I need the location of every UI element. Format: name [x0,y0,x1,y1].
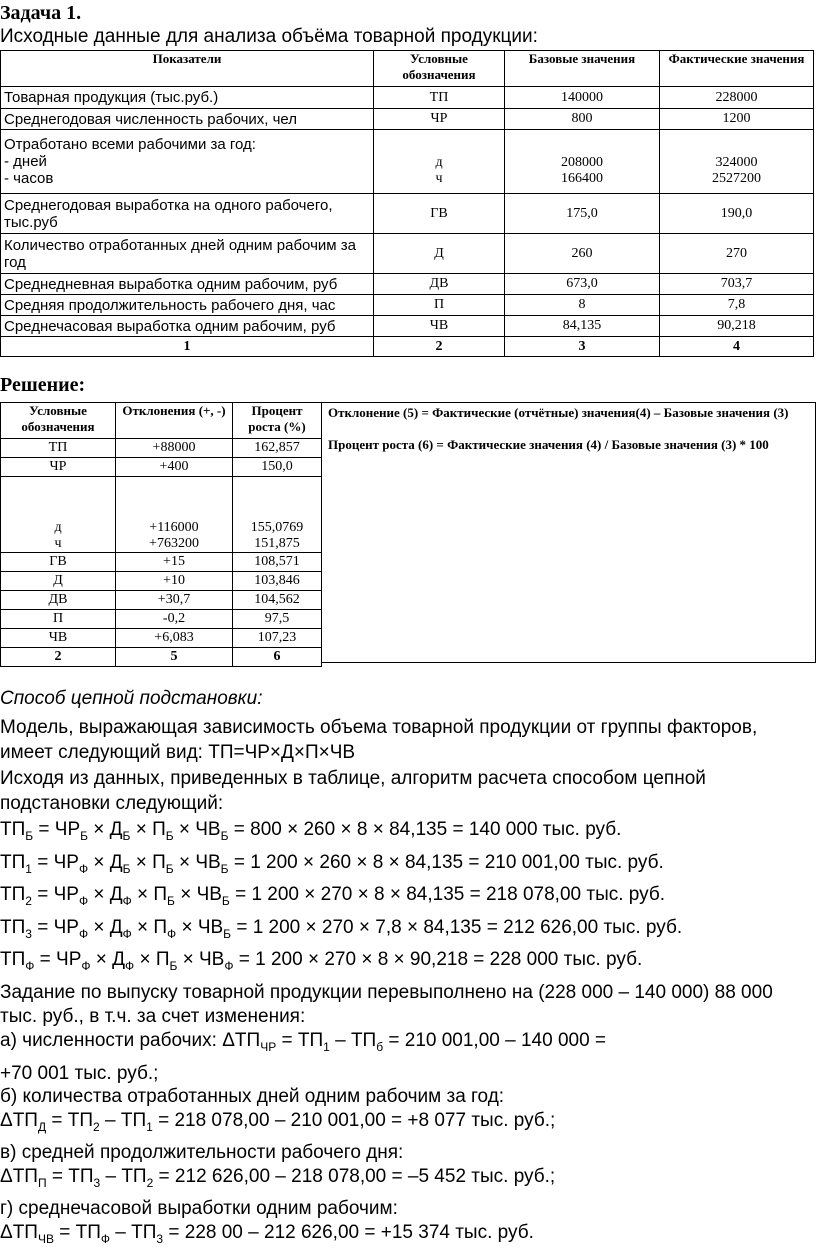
cell: 104,562 [233,591,322,610]
cell: 162,857 [233,439,322,458]
factor-a-label: а) численности рабочих: [0,1030,223,1051]
cell: 8 [505,295,660,316]
algo-text-line1: Исходя из данных, приведенных в таблице, алгоритм расчета способом цепной [0,768,706,789]
table-row [1,439,322,458]
table-row [1,610,322,629]
cell: 190,0 [660,194,814,234]
cell [116,477,233,553]
factor-c: $\Delta ТП_П = ТП_3 - ТП_2 = 212$ 626,00 – 218 078,00 = –5 452 тыс. руб.; [0,1166,556,1190]
factor-d: $\Delta ТП_{ЧВ} = ТП_Ф - ТП_3 = 228$ 00 – 212 626,00 = +15 374 тыс. руб. [0,1222,534,1246]
cell-line: 2527200 [712,170,761,186]
factor-b-label: б) количества отработанных дней одним рабочим за год: [0,1086,505,1107]
cell-line: 208000 [561,154,603,170]
table-row [1,477,322,553]
cell: 103,846 [233,572,322,591]
formula-notes [322,402,816,663]
cell-line: д [54,520,62,535]
cell-line: 324000 [715,154,758,170]
cell: Д [374,234,505,274]
cell: 270 [660,234,814,274]
equation-result: = 1 200 × 260 × 8 × 84,135 = 210 001,00 тыс. руб. [228,852,664,873]
cell [374,130,505,194]
row-sublabel: - дней [4,153,47,170]
cell: 1 [1,337,374,357]
cell: ДВ [374,274,505,295]
cell: Среднедневная выработка одним рабочим, руб [1,274,374,295]
cell-line: ч [435,170,443,186]
cell: +400 [116,458,233,477]
cell: 1200 [660,109,814,130]
cell: 6 [233,648,322,667]
table-row [1,629,322,648]
summary-line2: тыс. руб., в т.ч. за счет изменения: [0,1006,306,1027]
cell: Среднегодовая выработка на одного рабочего, тыс.руб [1,194,374,234]
cell: ТП [374,87,505,109]
table-row [1,316,814,337]
cell [660,130,814,194]
cell [233,477,322,553]
cell: 260 [505,234,660,274]
cell: 4 [660,337,814,357]
cell-line: 166400 [561,170,603,186]
cell: 108,571 [233,553,322,572]
cell-line: 151,875 [254,536,300,551]
equation-fact: $ТП_Ф = ЧР_Ф \times Д_Ф \times П_Б \times ЧВ_Ф = 1$ 200 × 270 × 8 × 90,218 = 228 000 тыс. руб. [0,949,643,973]
algo-text-line2: подстановки следующий: [0,793,224,814]
cell: 673,0 [505,274,660,295]
cell: ЧР [374,109,505,130]
table-row [1,553,322,572]
col-header: Условные обозначения [374,51,505,87]
cell: ТП [1,439,116,458]
cell: 2 [1,648,116,667]
cell: +10 [116,572,233,591]
cell: Среднегодовая численность рабочих, чел [1,109,374,130]
cell: Д [1,572,116,591]
factor-a-line2: +70 001 тыс. руб.; [0,1063,159,1084]
cell: Количество отработанных дней одним рабочим за год [1,234,374,274]
cell: П [1,610,116,629]
table-footer-row [1,337,814,357]
cell: 7,8 [660,295,814,316]
cell: 5 [116,648,233,667]
table-row [1,572,322,591]
table-row [1,234,814,274]
cell: 150,0 [233,458,322,477]
model-text-line1: Модель, выражающая зависимость объема товарной продукции от группы факторов, [0,717,758,738]
factor-d-label: г) среднечасовой выработки одним рабочим: [0,1198,398,1219]
cell: ГВ [374,194,505,234]
factor-a-result: = 210 001,00 – 140 000 = [383,1030,607,1051]
method-title: Способ цепной подстановки: [0,688,263,709]
col-header: Процент роста (%) [233,403,322,439]
equation-2: $ТП_2 = ЧР_Ф \times Д_Ф \times П_Б \times ЧВ_Б = 1$ 200 × 270 × 8 × 84,135 = 218 078,00 тыс. руб. [0,884,666,908]
cell [1,477,116,553]
cell: ЧВ [374,316,505,337]
cell: 703,7 [660,274,814,295]
equation-result: = 1 200 × 270 × 8 × 84,135 = 218 078,00 тыс. руб. [229,884,666,905]
cell: 175,0 [505,194,660,234]
col-header: Базовые значения [505,51,660,87]
cell: 107,23 [233,629,322,648]
deviation-table [0,402,322,667]
cell: ДВ [1,591,116,610]
cell: 3 [505,337,660,357]
equation-base: $ТП_Б = ЧР_Б \times Д_Б \times П_Б \times ЧВ_Б = 800 \times 260 \times 8 \times 84,135 = 140$ 000 тыс. руб. [0,819,622,843]
cell: 84,135 [505,316,660,337]
col-header: Отклонения (+, -) [116,403,233,439]
equation-1: $ТП_1 = ЧР_Ф \times Д_Б \times П_Б \times ЧВ_Б = 1$ 200 × 260 × 8 × 84,135 = 210 001,00 тыс. руб. [0,852,664,876]
col-header: Показатели [1,51,374,87]
task-title: Задача 1. [0,2,82,24]
table-footer-row [1,648,322,667]
row-sublabel: - часов [4,170,54,187]
model-text-line2: имеет следующий вид: ТП=ЧР×Д×П×ЧВ [0,742,356,763]
cell: -0,2 [116,610,233,629]
cell: Среднечасовая выработка одним рабочим, руб [1,316,374,337]
cell: 2 [374,337,505,357]
cell: 90,218 [660,316,814,337]
cell: ГВ [1,553,116,572]
factor-a: а) численности рабочих: $\Delta ТП_{ЧР} = ТП_1 - ТП_б = 210$ 001,00 – 140 000 = [0,1030,607,1054]
equation-result: = 1 200 × 270 × 8 × 90,218 = 228 000 тыс. руб. [233,949,643,970]
cell [505,130,660,194]
equation-result: = 1 200 × 270 × 7,8 × 84,135 = 212 626,00 тыс. руб. [231,917,683,938]
cell: +6,083 [116,629,233,648]
col-header: Условные обозначения [1,403,116,439]
equation-3: $ТП_3 = ЧР_Ф \times Д_Ф \times П_Ф \times ЧВ_Б = 1$ 200 × 270 × 7,8 × 84,135 = 212 626,00 тыс. руб. [0,917,683,941]
factor-c-result: = 212 626,00 – 218 078,00 = –5 452 тыс. руб.; [153,1166,556,1187]
cell: П [374,295,505,316]
row-label: Отработано всеми рабочими за год: [4,136,256,153]
factor-b-result: = 218 078,00 – 210 001,00 = +8 077 тыс. руб.; [152,1110,556,1131]
table-row [1,87,814,109]
col-header: Фактические значения [660,51,814,87]
table-row [1,109,814,130]
deviation-formula-note: Отклонение (5) = Фактические (отчётные) значения(4) – Базовые значения (3) [328,405,789,420]
solution-title: Решение: [0,374,86,396]
table-row [1,274,814,295]
cell-line: ч [54,536,62,551]
cell: +15 [116,553,233,572]
cell: 140000 [505,87,660,109]
cell: ЧР [1,458,116,477]
source-data-table [0,50,814,357]
cell: 97,5 [233,610,322,629]
table-row [1,130,814,194]
cell: 228000 [660,87,814,109]
factor-b: $\Delta ТП_Д = ТП_2 - ТП_1 = 218$ 078,00 – 210 001,00 = +8 077 тыс. руб.; [0,1110,556,1134]
cell-line: 155,0769 [250,520,304,535]
cell: 800 [505,109,660,130]
cell: Товарная продукция (тыс.руб.) [1,87,374,109]
growth-formula-note: Процент роста (6) = Фактические значения (4) / Базовые значения (3) * 100 [328,437,769,452]
summary-line1: Задание по выпуску товарной продукции перевыполнено на (228 000 – 140 000) 88 000 [0,982,773,1003]
table-row [1,295,814,316]
cell: +88000 [116,439,233,458]
cell-line: +116000 [149,520,199,535]
cell-line: д [435,154,443,170]
cell [1,130,374,194]
equation-result: = 800 × 260 × 8 × 84,135 = 140 000 тыс. руб. [228,819,622,840]
cell: +30,7 [116,591,233,610]
table-row [1,591,322,610]
cell: Средняя продолжительность рабочего дня, час [1,295,374,316]
factor-c-label: в) средней продолжительности рабочего дня: [0,1142,404,1163]
factor-d-result: = 228 00 – 212 626,00 = +15 374 тыс. руб. [163,1222,534,1243]
table-row [1,458,322,477]
intro-text: Исходные данные для анализа объёма товарной продукции: [0,26,538,47]
cell: ЧВ [1,629,116,648]
cell-line: +763200 [149,536,199,551]
table-row [1,194,814,234]
